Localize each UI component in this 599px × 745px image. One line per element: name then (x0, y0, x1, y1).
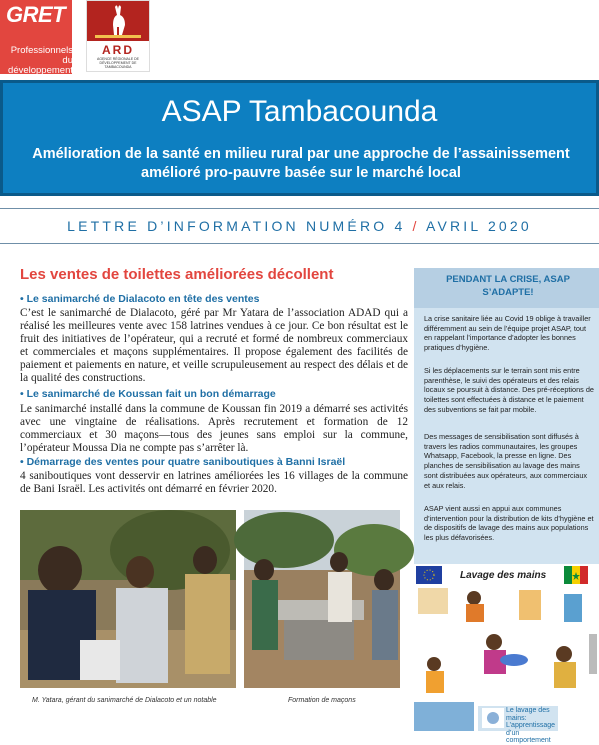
antelope-icon (87, 1, 149, 41)
handwashing-title: Lavage des mains (460, 570, 547, 581)
article-headline: Les ventes de toilettes améliorées décollent (20, 266, 334, 283)
gret-logo (0, 0, 72, 74)
section-text-dialacoto: C’est le sanimarché de Dialacoto, géré par Mr Yatara de l’association ADAD qui a réalisé les meilleures vente avec 158 latrines vendues à ce jour. Ce bon résultat est le fruit des initiatives de l’opérateur, qui a recruté et formé de nombreux commerciaux et commerciales et maçons supplémentaires. Il propose également des facilités de paiement et paiements en nature, et veille scrupuleusement au respect des délais et de la qualité des constructions. (20, 307, 408, 384)
sidebar-paragraph-1: La crise sanitaire liée au Covid 19 oblige à travailler différemment au sein de l’équipe projet ASAP, tout en rappelant l’importance d’adopter les bonnes pratiques d’hygiène. (424, 314, 591, 353)
issue-separator: / (412, 218, 420, 234)
sidebar-header (414, 268, 599, 308)
eu-flag-icon (416, 566, 442, 584)
sidebar-covid (414, 268, 599, 564)
banner-title: ASAP Tambacounda (161, 95, 438, 128)
handwashing-note: Le lavage des mains: L’apprentissage d’un comportement (506, 707, 556, 744)
section-title-banni-israel: • Démarrage des ventes pour quatre saniboutiques à Banni Israël (20, 456, 346, 468)
section-text-banni-israel: 4 saniboutiques vont desservir en latrines améliorées les 16 villages de la commune de Bani Israël. Les activités ont démarré en février 2020. (20, 470, 408, 495)
title-banner (0, 80, 599, 196)
photo-caption-macons: Formation de maçons (288, 697, 356, 704)
issue-date: AVRIL 2020 (425, 218, 532, 234)
sidebar-paragraph-2: Si les déplacements sur le terrain sont mis entre parenthèse, le suivi des opérateurs et des relais locaux se poursuit à distance. Des pré-réceptions de toilettes sont effectuées à distance et le paiement des subventions se fait par mobile. (424, 366, 594, 414)
photo-macons (244, 510, 400, 688)
ard-logo-subtitle: AGENCE RÉGIONALE DE DÉVELOPPEMENT DE TAMBACOUNDA (96, 57, 139, 69)
water-image (414, 702, 474, 731)
gret-logo-word: GRET (6, 2, 66, 27)
ard-emblem (87, 1, 149, 41)
photo-dialacoto (20, 510, 236, 688)
issue-bar (0, 208, 599, 244)
section-text-koussan: Le sanimarché installé dans la commune de Koussan fin 2019 a démarré ses activités avec une vingtaine de réalisations. Après recrutement et formation de 12 commerciaux et 30 maçons—tous des jeunes sans emploi sur la commune, l’opérateur Moussa Dia ne compte pas s’arrêter là. (20, 403, 408, 454)
handwashing-note-box (478, 706, 558, 744)
issue-line (0, 218, 599, 234)
sidebar-title: PENDANT LA CRISE, ASAP S’ADAPTE! (446, 274, 570, 298)
hands-icon (482, 708, 504, 728)
gret-logo-tagline: Professionnels du développement (8, 45, 73, 76)
sidebar-paragraph-4: ASAP vient aussi en appui aux communes d’intervention pour la distribution de kits d’hygiène et de dispositifs de lavage des mains aux populations les plus défavorisées. (424, 504, 594, 543)
ard-logo (86, 0, 150, 72)
sidebar-paragraph-3: Des messages de sensibilisation sont diffusés à travers les radios communautaires, les groupes Whatsapp, Facebook, la presse en ligne. Des planches de sensibilisation au lavage des mains sont distribuées aux opérateurs, aux commerciaux et aux relais. (424, 432, 588, 490)
photo-caption-dialacoto: M. Yatara, gérant du sanimarché de Dialacoto et un notable (32, 697, 217, 704)
issue-label: LETTRE D’INFORMATION NUMÉRO 4 (67, 218, 406, 234)
handwashing-illustration (414, 564, 599, 701)
section-title-dialacoto: • Le sanimarché de Dialacoto en tête des ventes (20, 293, 260, 305)
banner-subtitle: Amélioration de la santé en milieu rural par une approche de l’assainissement amélioré pro-pauvre basée sur le marché local (32, 146, 570, 181)
section-title-koussan: • Le sanimarché de Koussan fait un bon démarrage (20, 388, 276, 400)
ard-logo-word: ARD (102, 43, 134, 57)
handwashing-drawing (414, 564, 599, 701)
